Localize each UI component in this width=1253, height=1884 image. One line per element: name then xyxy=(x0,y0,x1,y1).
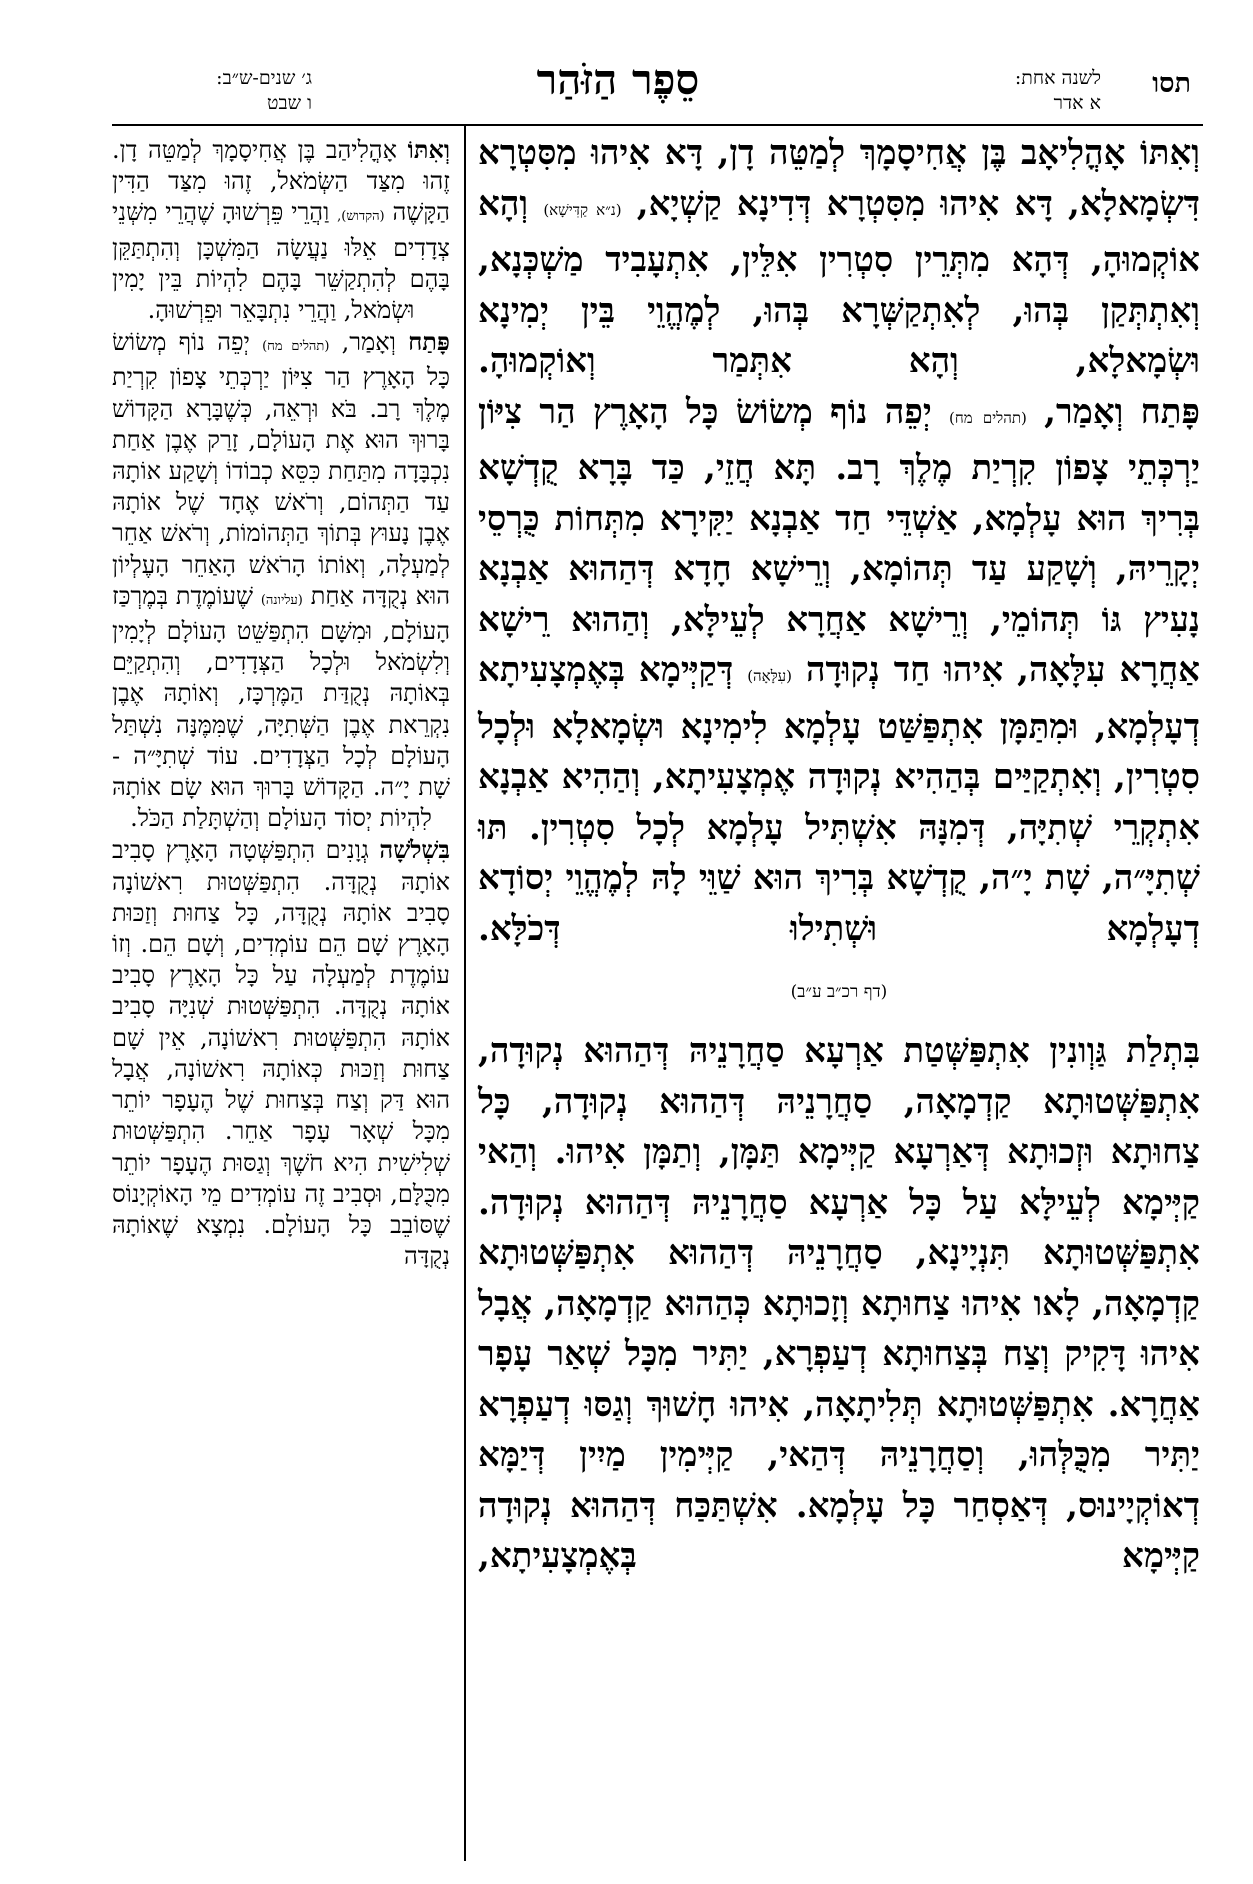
daf-reference: (דף רכ״ב ע״ב) xyxy=(790,982,888,1002)
side-paragraph-2: פָּתַח וְאָמַר, (תהלים מח) יְפֵה נוֹף מְשׂוֹשׂ כָּל הָאָרֶץ הַר צִיּוֹן יַרְכְּתֵי צָפוֹן קִרְיַת מֶלֶךְ רָב. בֹּא וּרְאֵה, כְּשֶׁבָּרָא הַקָּדוֹשׁ בָּרוּךְ הוּא אֶת הָעוֹלָם, זָרַק אֶבֶן אַחַת נִכְבָּדָה מִתַּחַת כִּסֵּא כְבוֹדוֹ וְשָׁקַע אוֹתָהּ עַד הַתְּהוֹם, וְרֹאשׁ אֶחָד שֶׁל אוֹתָהּ אֶבֶן נָעוּץ בְּתוֹךְ הַתְּהוֹמוֹת, וְרֹאשׁ אַחֵר לְמַעְלָה, וְאוֹתוֹ הָרֹאשׁ הָאַחֵר הָעֶלְיוֹן הוּא נְקֻדָּה אַחַת (עליונה) שֶׁעוֹמֶדֶת בְּמֶרְכַּז הָעוֹלָם, וּמִשָּׁם הִתְפַּשֵּׁט הָעוֹלָם לְיָמִין וְלִשְׂמֹאל וּלְכָל הַצְּדָדִים, וְהִתְקַיֵּם בְּאוֹתָהּ נְקֻדַּת הַמֶּרְכָּז, וְאוֹתָהּ אֶבֶן נִקְרֵאת אֶבֶן הַשְּׁתִיָּה, שֶׁמִּמֶּנָּה נִשְׁתַּל הָעוֹלָם לְכָל הַצְּדָדִים. עוֹד שְׁתִיָּ״ה - שָׁת יָ״ה. הַקָּדוֹשׁ בָּרוּךְ הוּא שָׂם אוֹתָהּ לִהְיוֹת יְסוֹד הָעוֹלָם וְהַשְׁתָּלַת הַכֹּל. xyxy=(112,327,451,833)
main-paragraph-1: וְאִתּוֹ אָהֳלִיאָב בֶּן אֲחִיסָמָךְ לְמַטֵּה דָן, דָּא אִיהוּ מִסִּטְרָא דִּשְׂמָאלָא, דָּא אִיהוּ מִסִּטְרָא דְּדִינָא קַשְׁיָא, (נ״א קַדִּישָׁא) וְהָא אוֹקְמוּהָ, דְּהָא מִתְּרֵין סִטְרִין אִלֵּין, אִתְעָבִיד מַשְׁכְּנָא, וְאִתְתְּקַן בְּהוּ, לְאִתְקַשְּׁרָא בְּהוּ, לְמֶהֱוֵי בֵּין יְמִינָא וּשְׂמָאלָא, וְהָא אִתְּמַר וְאוֹקְמוּהָ. xyxy=(478,133,1200,381)
main-paragraph-2: פָּתַח וְאָמַר, (תהלים מח) יְפֵה נוֹף מְשׂוֹשׂ כָּל הָאָרֶץ הַר צִיּוֹן יַרְכְּתֵי צָפוֹן קִרְיַת מֶלֶךְ רָב. תָּא חֲזֵי, כַּד בָּרָא קֻדְשָׁא בְּרִיךְ הוּא עָלְמָא, אַשְׁדֵּי חַד אַבְנָא יַקִּירָא מִתְּחוֹת כֻּרְסֵי יְקָרֵיהּ, וְשָׁקַע עַד תְּהוֹמָא, וְרֵישָׁא חָדָא דְּהַהוּא אַבְנָא נָעִיץ גּוֹ תְּהוֹמֵי, וְרֵישָׁא אַחֲרָא לְעֵילָּא, וְהַהוּא רֵישָׁא אַחֲרָא עִלָּאָה, אִיהוּ חַד נְקוּדָה (עִלָּאָה) דְּקַיְּימָא בְּאֶמְצָעִיתָא דְעָלְמָא, וּמִתַּמָּן אִתְפַּשַּׁט עָלְמָא לִימִינָא וּשְׂמָאלָא וּלְכָל סִטְרִין, וְאִתְקַיַּים בְּהַהִיא נְקוּדָה אֶמְצָעִיתָא, וְהַהִיא אַבְנָא אִתְקְרֵי שְׁתִיָּה, דְּמִנָּהּ אִשְׁתִּיל עָלְמָא לְכָל סִטְרִין. תּוּ שְׁתִיָּ״ה, שָׁת יָ״ה, קֻדְשָׁא בְּרִיךְ הוּא שַׁוֵּי לָהּ לְמֶהֱוֵי יְסוֹדָא דְעָלְמָא וּשְׁתִילוּ דְּכֹלָּא. xyxy=(478,391,1200,949)
side-paragraph-1: וְאִתּוֹ אָהֳלִיהַב בֶּן אֲחִיסָמָךְ לְמַטֵּה דָן. זֶהוּ מִצַּד הַשְּׂמֹאל, זֶהוּ מִצַּד הַדִּין הַקָּשֶׁה (הקדוש), וַהֲרֵי פֵּרְשׁוּהָ שֶׁהֲרֵי מִשְּׁנֵי צְדָדִים אֵלּוּ נַעֲשָׂה הַמִּשְׁכָּן וְהִתְתַּקֵּן בָּהֶם לְהִתְקַשֵּׁר בָּהֶם לִהְיוֹת בֵּין יָמִין וּשְׂמֹאל, וַהֲרֵי נִתְבָּאֵר וּפֵרְשׁוּהָ. xyxy=(112,135,450,325)
variant-note: (הקדוש), xyxy=(337,209,385,225)
schedule-label: לשנה אחת: xyxy=(1014,67,1101,89)
paragraph-opening: בִּשְׁלֹשָׁה xyxy=(379,835,450,865)
paragraph-opening: וְאִתּוֹ xyxy=(407,135,450,164)
hebrew-translation-text xyxy=(112,134,450,1272)
reading-schedule-one-year xyxy=(1015,66,1101,116)
verse-reference: (תהלים מח) xyxy=(262,339,330,355)
side-paragraph-3: בִּשְׁלֹשָׁה גְוָנִים הִתְפַּשְּׁטָה הָאָרֶץ סָבִיב אוֹתָהּ נְקֻדָּה. הִתְפַּשְּׁטוּת רִאשׁוֹנָה סָבִיב אוֹתָהּ נְקֻדָּה, כָּל צַחוּת וְזַכּוּת הָאָרֶץ שָׁם הֵם עוֹמְדִים, וְשָׁם הֵם. וְזוֹ עוֹמֶדֶת לְמַעְלָה עַל כָּל הָאָרֶץ סָבִיב אוֹתָהּ נְקֻדָּה. הִתְפַּשְּׁטוּת שְׁנִיָּה סָבִיב אוֹתָהּ הִתְפַּשְּׁטוּת רִאשׁוֹנָה, אֵין שָׁם צַחוּת וְזַכּוּת כְּאוֹתָהּ רִאשׁוֹנָה, אֲבָל הוּא דַּק וְצַח בְּצַחוּת שֶׁל הֶעָפָר יוֹתֵר מִכָּל שְׁאָר עָפָר אַחֵר. הִתְפַּשְּׁטוּת שְׁלִישִׁית הִיא חֹשֶׁךְ וְגַסּוּת הֶעָפָר יוֹתֵר מִכֻּלָּם, וּסְבִיב זֶה עוֹמְדִים מֵי הָאוֹקְיָנוֹס שֶׁסּוֹבֵב כָּל הָעוֹלָם. נִמְצָא שֶׁאוֹתָהּ נְקֻדָּה xyxy=(112,835,450,1271)
variant-note: (עליונה) xyxy=(260,592,303,608)
paragraph-opening: פָּתַח וְאָמַר, xyxy=(1044,391,1200,432)
reading-schedule-three-years xyxy=(112,66,312,116)
header-divider xyxy=(112,124,1203,126)
book-title: סֵפֶר הַזֹּהַר xyxy=(536,55,700,104)
paragraph-opening: בִּתְלַת xyxy=(1126,1031,1201,1071)
variant-note: (נ״א קַדִּישָׁא) xyxy=(543,200,622,219)
column-divider xyxy=(464,126,466,1861)
aramaic-main-text xyxy=(478,128,1200,1582)
schedule-label: ג׳ שנים-ש״ב: xyxy=(216,67,312,89)
variant-note: (עִלָּאָה) xyxy=(747,667,793,685)
schedule-date: א אדר xyxy=(1053,92,1101,114)
main-paragraph-3: בִּתְלַת גַּוְונִין אִתְפַּשְּׁטַת אַרְעָא סַחֲרָנֵיהּ דְּהַהוּא נְקוּדָה, אִתְפַּשְּׁטוּתָא קַדְמָאָה, סַחֲרָנֵיהּ דְּהַהוּא נְקוּדָה, כָּל צַחוּתָא וּזְכוּתָא דְּאַרְעָא קַיְּימָא תַּמָּן, וְתַמָּן אִיהוּ. וְהַאי קַיְּימָא לְעֵילָּא עַל כָּל אַרְעָא סַחֲרָנֵיהּ דְּהַהוּא נְקוּדָה. אִתְפַּשְּׁטוּתָא תִּנְיָינָא, סַחֲרָנֵיהּ דְּהַהוּא אִתְפַּשְּׁטוּתָא קַדְמָאָה, לָאו אִיהוּ צַחוּתָא וְזָכוּתָא כְּהַהוּא קַדְמָאָה, אֲבָל אִיהוּ דָּקִיק וְצַח בְּצַחוּתָא דְעַפְרָא, יַתִּיר מִכָּל שְׁאַר עָפָר אַחֲרָא. אִתְפַּשְּׁטוּתָא תְּלִיתָאָה, אִיהוּ חָשׁוּךְ וְגַסּוּ דְעַפְרָא יַתִּיר מִכֻּלְּהוּ, וְסַחֲרָנֵיהּ דְּהַאי, קַיְּימִין מַיִין דְּיַמָּא דְאוֹקְיָינוּס, דְּאַסְחַר כָּל עָלְמָא. אִשְׁתַּכַּח דְּהַהוּא נְקוּדָה קַיְּימָא בְּאֶמְצָעִיתָא, xyxy=(478,1031,1201,1576)
page-number: תסו xyxy=(1152,68,1191,99)
paragraph-opening: פָּתַח xyxy=(408,327,450,357)
verse-reference: (תהלים מח) xyxy=(949,408,1027,427)
schedule-date: ו שבט xyxy=(267,92,312,114)
